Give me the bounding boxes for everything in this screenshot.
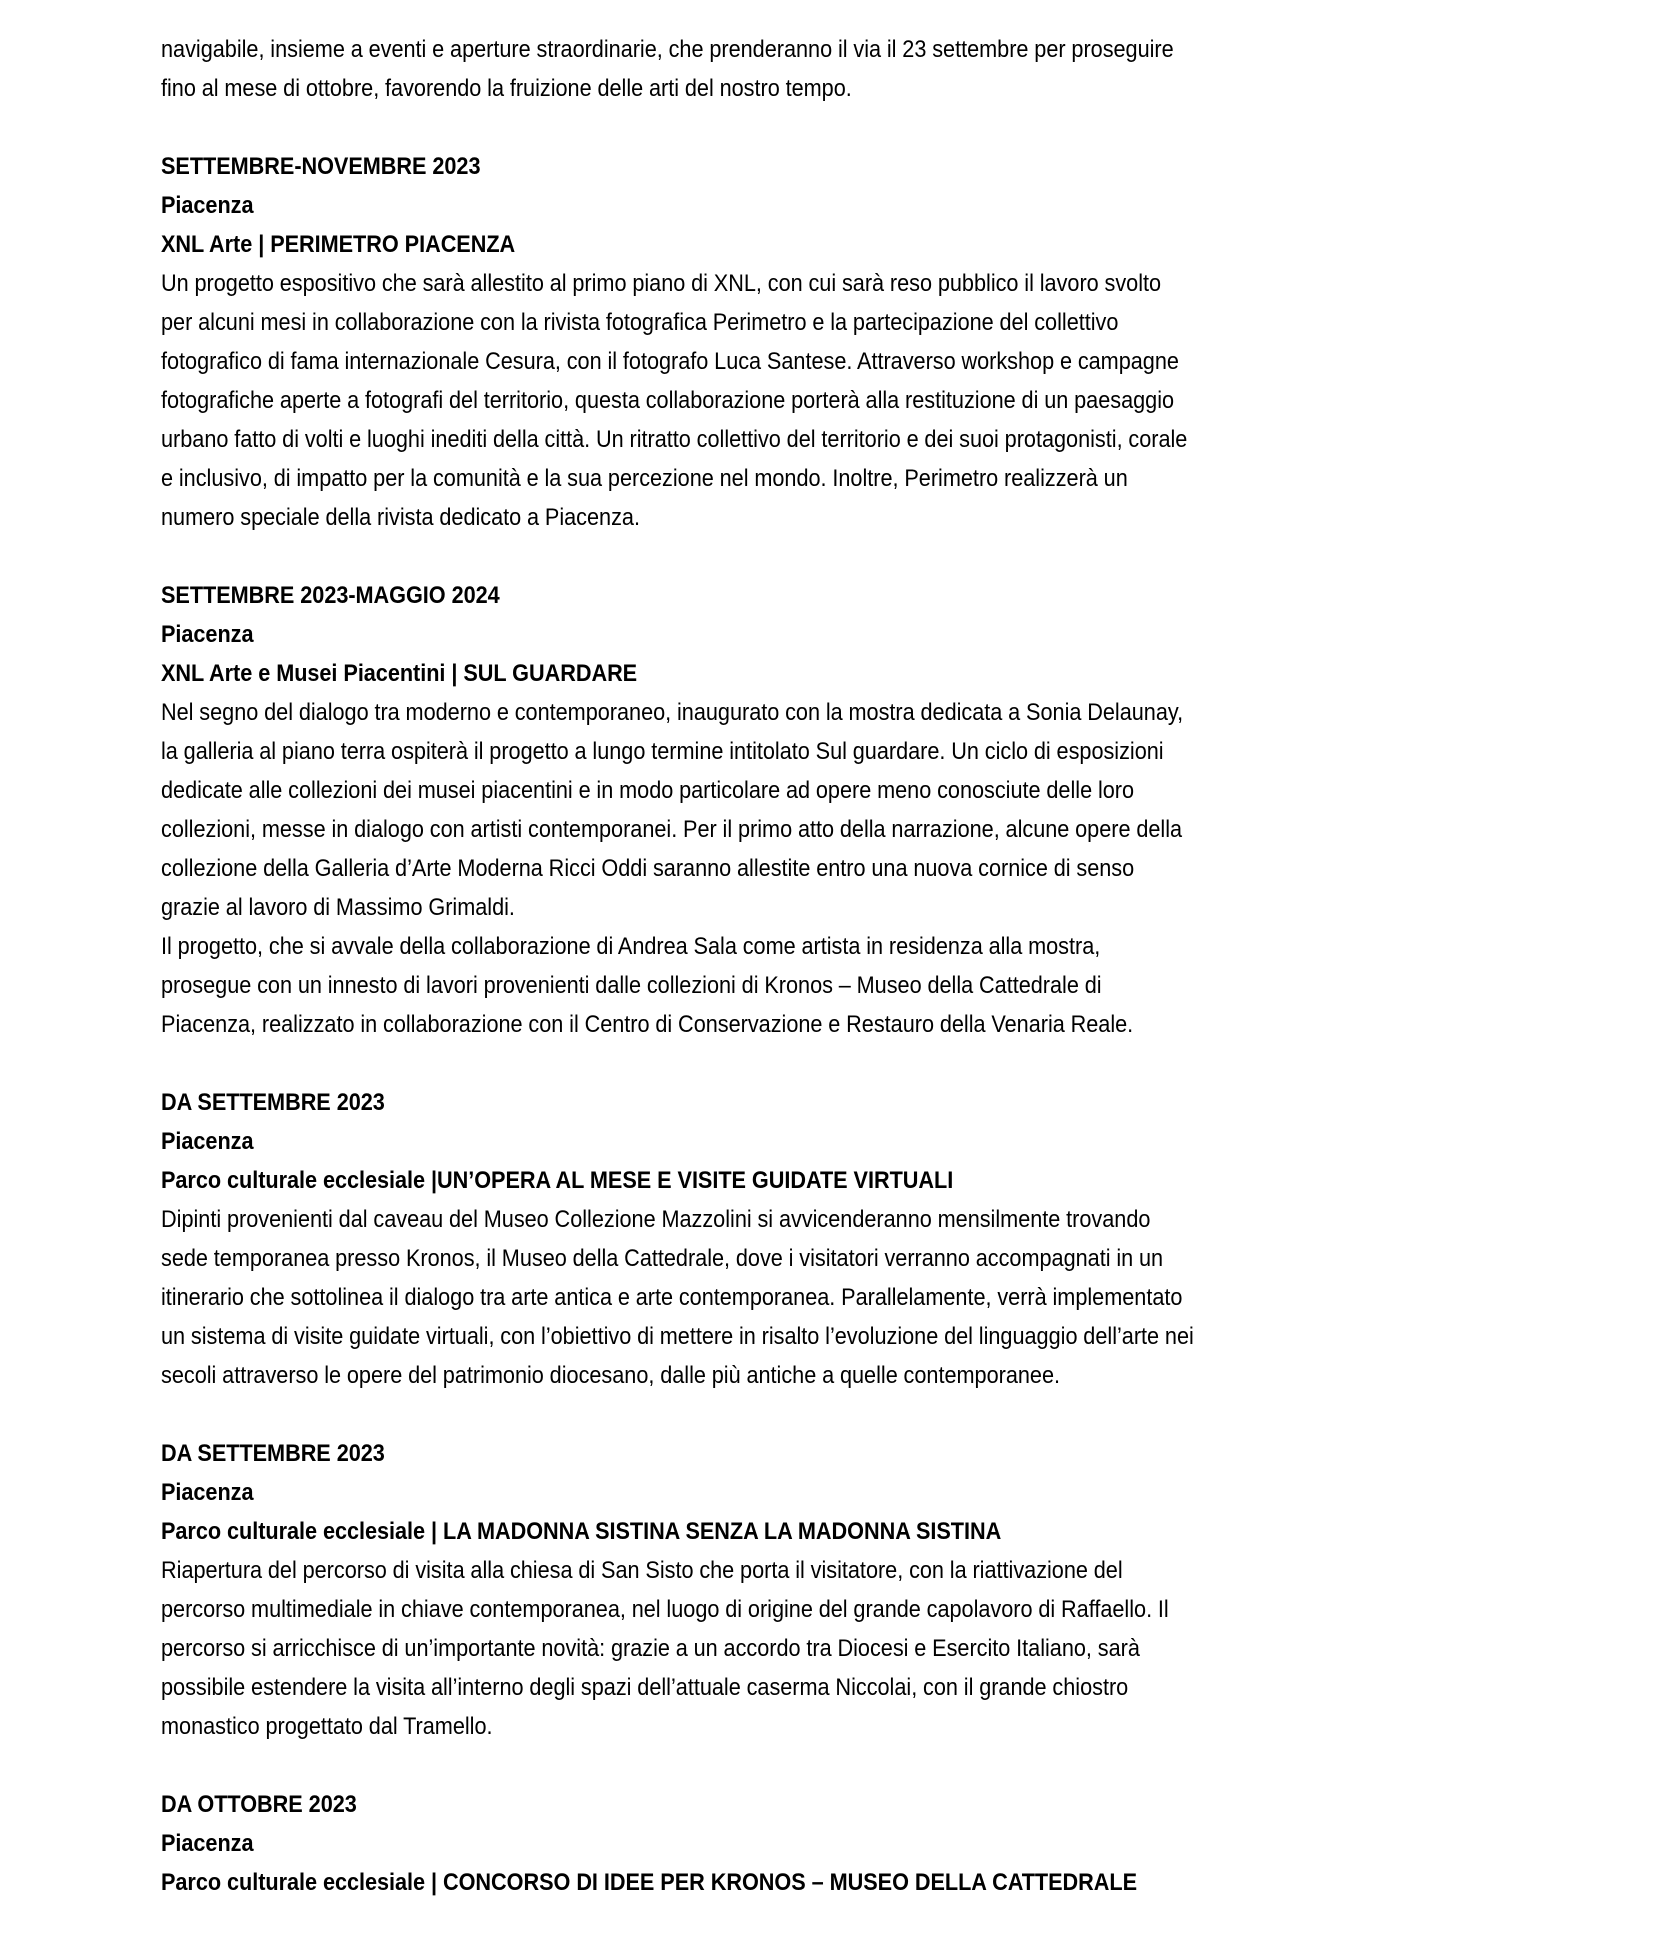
event-body-2-p2: Il progetto, che si avvale della collaborazione di Andrea Sala come artista in residenza alla mostra, prosegue con un innesto di lavori provenienti dalle collezioni di Kronos – Museo della Cattedrale di Piacenza, realizzato in collaborazione con il Centro di Conservazione e Restauro della Venaria Reale. xyxy=(161,933,1134,1038)
section-spacer-4 xyxy=(161,1746,1196,1785)
event-date-3: DA SETTEMBRE 2023 xyxy=(161,1089,385,1116)
event-date-2: SETTEMBRE 2023-MAGGIO 2024 xyxy=(161,582,500,609)
event-city-1: Piacenza xyxy=(161,192,254,219)
event-date-4: DA SETTEMBRE 2023 xyxy=(161,1440,385,1467)
event-title-4: Parco culturale ecclesiale | LA MADONNA SISTINA SENZA LA MADONNA SISTINA xyxy=(161,1518,1002,1545)
event-title-3: Parco culturale ecclesiale |UN’OPERA AL MESE E VISITE GUIDATE VIRTUALI xyxy=(161,1167,954,1194)
event-body-3-p1: Dipinti provenienti dal caveau del Museo Collezione Mazzolini si avvicenderanno mensilmente trovando sede temporanea presso Kronos, il Museo della Cattedrale, dove i visitatori verranno accompagnati in un itinerario che sottolinea il dialogo tra arte antica e arte contemporanea. Parallelamente, verrà implementato un sistema di visite guidate virtuali, con l’obiettivo di mettere in risalto l’evoluzione del linguaggio dell’arte nei secoli attraverso le opere del patrimonio diocesano, dalle più antiche a quelle contemporanee. xyxy=(161,1206,1194,1389)
event-title-1: XNL Arte | PERIMETRO PIACENZA xyxy=(161,231,516,258)
event-section-4 xyxy=(161,1434,1196,1746)
event-section-2 xyxy=(161,576,1196,1044)
event-section-3 xyxy=(161,1083,1196,1395)
event-section-5 xyxy=(161,1785,1196,1902)
event-city-3: Piacenza xyxy=(161,1128,254,1155)
event-city-4: Piacenza xyxy=(161,1479,254,1506)
section-spacer-2 xyxy=(161,1044,1196,1083)
section-spacer-3 xyxy=(161,1395,1196,1434)
paragraph-spacer xyxy=(161,108,1196,147)
event-section-1 xyxy=(161,147,1196,537)
event-date-5: DA OTTOBRE 2023 xyxy=(161,1791,357,1818)
event-city-2: Piacenza xyxy=(161,621,254,648)
event-title-2: XNL Arte e Musei Piacentini | SUL GUARDARE xyxy=(161,660,638,687)
intro-paragraph: navigabile, insieme a eventi e aperture straordinarie, che prenderanno il via il 23 settembre per proseguire fino al mese di ottobre, favorendo la fruizione delle arti del nostro tempo. xyxy=(161,36,1174,102)
event-date-1: SETTEMBRE-NOVEMBRE 2023 xyxy=(161,153,481,180)
event-body-4-p1: Riapertura del percorso di visita alla chiesa di San Sisto che porta il visitatore, con la riattivazione del percorso multimediale in chiave contemporanea, nel luogo di origine del grande capolavoro di Raffaello. Il percorso si arricchisce di un’importante novità: grazie a un accordo tra Diocesi e Esercito Italiano, sarà possibile estendere la visita all’interno degli spazi dell’attuale caserma Niccolai, con il grande chiostro monastico progettato dal Tramello. xyxy=(161,1557,1169,1740)
event-city-5: Piacenza xyxy=(161,1830,254,1857)
document-text-column xyxy=(161,30,1196,1902)
event-body-1-p1: Un progetto espositivo che sarà allestito al primo piano di XNL, con cui sarà reso pubblico il lavoro svolto per alcuni mesi in collaborazione con la rivista fotografica Perimetro e la partecipazione del collettivo fotografico di fama internazionale Cesura, con il fotografo Luca Santese. Attraverso workshop e campagne fotografiche aperte a fotografi del territorio, questa collaborazione porterà alla restituzione di un paesaggio urbano fatto di volti e luoghi inediti della città. Un ritratto collettivo del territorio e dei suoi protagonisti, corale e inclusivo, di impatto per la comunità e la sua percezione nel mondo. Inoltre, Perimetro realizzerà un numero speciale della rivista dedicato a Piacenza. xyxy=(161,270,1188,531)
section-spacer-1 xyxy=(161,537,1196,576)
event-title-5: Parco culturale ecclesiale | CONCORSO DI IDEE PER KRONOS – MUSEO DELLA CATTEDRALE xyxy=(161,1869,1138,1896)
event-body-2-p1: Nel segno del dialogo tra moderno e contemporaneo, inaugurato con la mostra dedicata a Sonia Delaunay, la galleria al piano terra ospiterà il progetto a lungo termine intitolato Sul guardare. Un ciclo di esposizioni dedicate alle collezioni dei musei piacentini e in modo particolare ad opere meno conosciute delle loro collezioni, messe in dialogo con artisti contemporanei. Per il primo atto della narrazione, alcune opere della collezione della Galleria d’Arte Moderna Ricci Oddi saranno allestite entro una nuova cornice di senso grazie al lavoro di Massimo Grimaldi. xyxy=(161,699,1184,921)
